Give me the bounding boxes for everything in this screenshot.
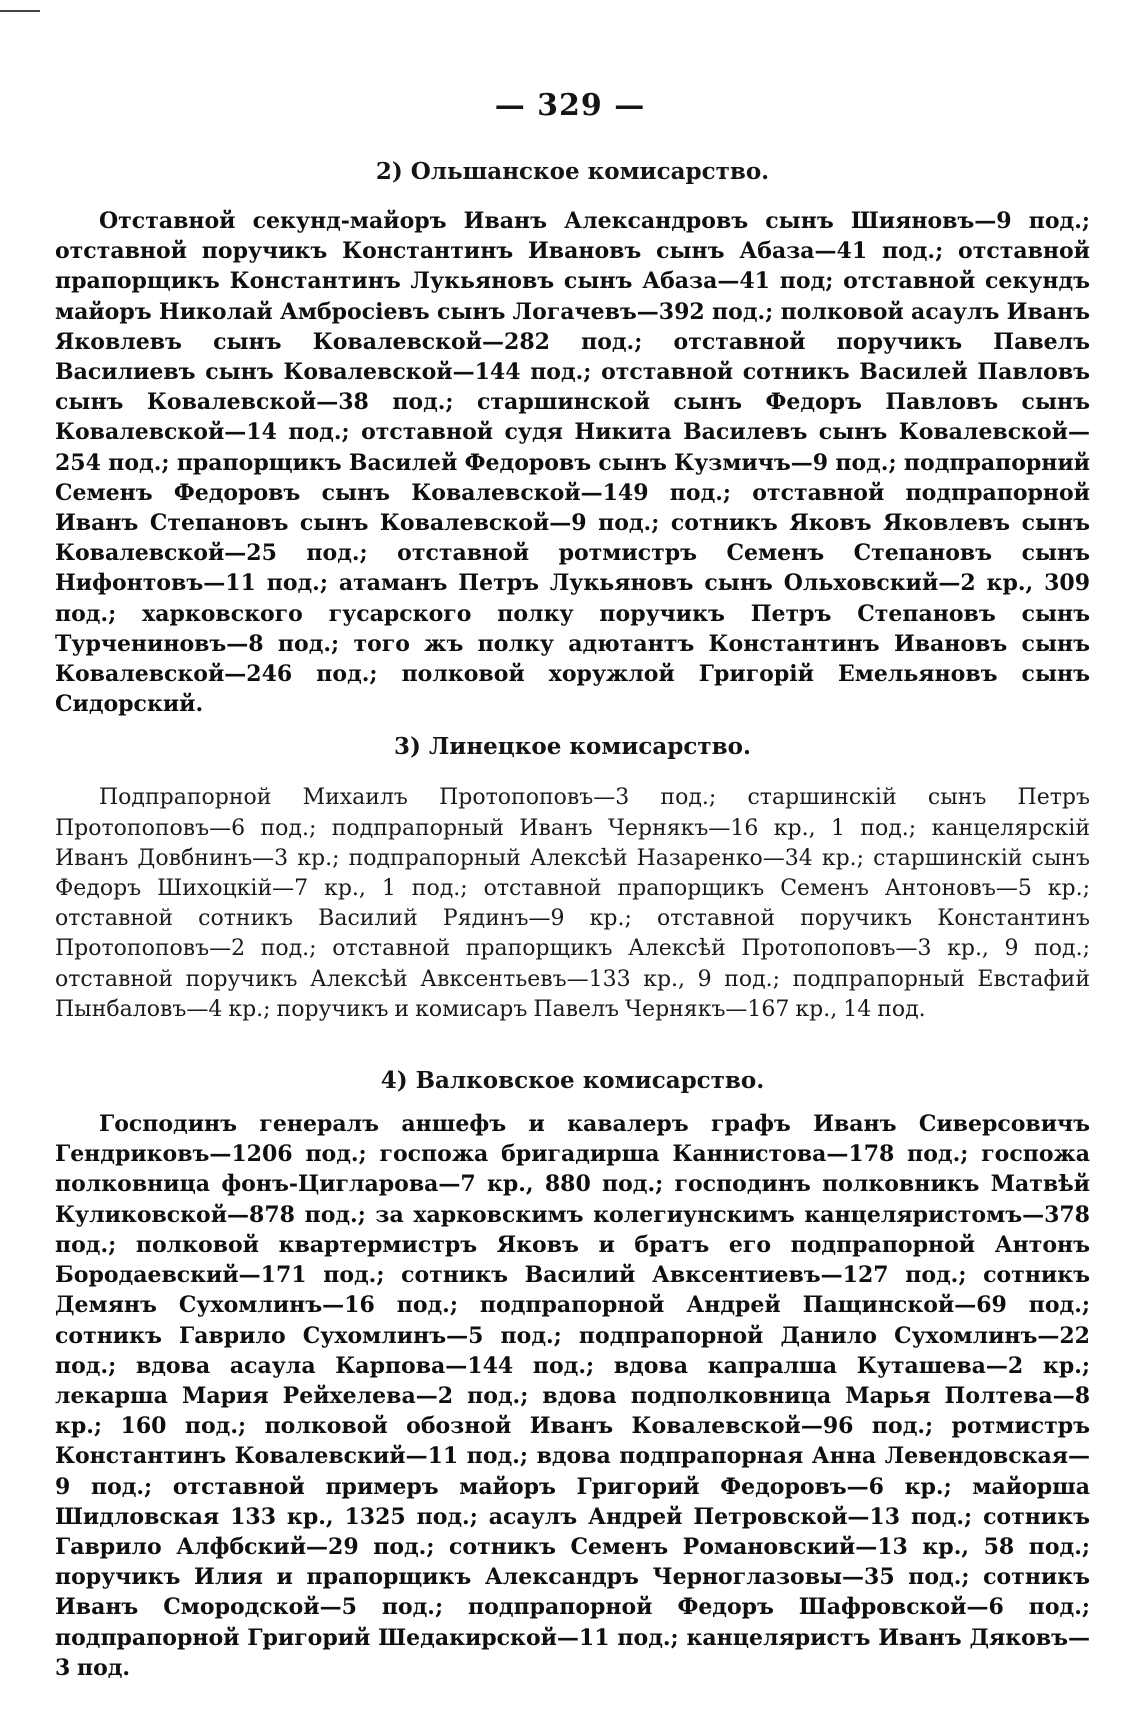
page-number: — 329 — xyxy=(494,88,646,123)
section-title-olshanskoe: 2) Ольшанское комисарство. xyxy=(375,158,770,185)
section-title-valkovskoe: 4) Валковское комисарство. xyxy=(380,1067,765,1095)
document-body xyxy=(55,150,1090,1683)
section-text-linetskoe: Подпрапорной Михаилъ Протопоповъ—3 под.; старшинскій сынъ Петръ Протопоповъ—6 под.; подпрапорный Иванъ Чернякъ—16 кр., 1 под.; канцелярскій Иванъ Довбнинъ—3 кр.; подпрапорный Алексѣй Назаренко—34 кр.; старшинскій сынъ Федоръ Шихоцкій—7 кр., 1 под.; отставной прапорщикъ Семенъ Антоновъ—5 кр.; отставной сотникъ Василий Рядинъ—9 кр.; отставной поручикъ Константинъ Протопоповъ—2 под.; отставной прапорщикъ Алексѣй Протопоповъ—3 кр., 9 под.; отставной поручикъ Алексѣй Авксентьевъ—133 кр., 9 под.; подпрапорный Евстафий Пынбаловъ—4 кр.; поручикъ и комисаръ Павелъ Чернякъ—167 кр., 14 под. xyxy=(55,785,1090,1022)
scan-edge-rule xyxy=(0,10,40,12)
section-text-olshanskoe: Отставной секунд-майоръ Иванъ Александровъ сынъ Шияновъ—9 под.; отставной поручикъ Константинъ Ивановъ сынъ Абаза—41 под.; отставной прапорщикъ Константинъ Лукьяновъ сынъ Абаза—41 под; отставной секундъ майоръ Николай Амбросіевъ сынъ Логачевъ—392 под.; полковой асаулъ Иванъ Яковлевъ сынъ Ковалевской—282 под.; отставной поручикъ Павелъ Василиевъ сынъ Ковалевской—144 под.; отставной сотникъ Василей Павловъ сынъ Ковалевской—38 под.; старшинской сынъ Федоръ Павловъ сынъ Ковалевской—14 под.; отставной судя Никита Василевъ сынъ Ковалевской—254 под.; прапорщикъ Василей Федоровъ сынъ Кузмичъ—9 под.; подпрапорний Семенъ Федоровъ сынъ Ковалевской—149 под.; отставной подпрапорной Иванъ Степановъ сынъ Ковалевской—9 под.; сотникъ Яковъ Яковлевъ сынъ Ковалевской—25 под.; отставной ротмистръ Семенъ Степановъ сынъ Нифонтовъ—11 под.; атаманъ Петръ Лукьяновъ сынъ Ольховский—2 кр., 309 под.; харковского гусарского полку поручикъ Петръ Степановъ сынъ Турчениновъ—8 под.; того жъ полку адютантъ Константинъ Ивановъ сынъ Ковалевской—246 под.; полковой хоружлой Григорій Емельяновъ сынъ Сидорский. xyxy=(55,208,1090,718)
section-text-valkovskoe: Господинъ генералъ аншефъ и кавалеръ графъ Иванъ Сиверсовичъ Гендриковъ—1206 под.; госпожа бригадирша Каннистова—178 под.; госпожа полковница фонъ-Цигларова—7 кр., 880 под.; господинъ полковникъ Матвѣй Куликовской—878 под.; за харковскимъ колегиунскимъ канцеляристомъ—378 под.; полковой квартермистръ Яковъ и братъ его подпрапорной Антонъ Бородаевский—171 под.; сотникъ Василий Авксентиевъ—127 под.; сотникъ Демянъ Сухомлинъ—16 под.; подпрапорной Андрей Пащинской—69 под.; сотникъ Гаврило Сухомлинъ—5 под.; подпрапорной Данило Сухомлинъ—22 под.; вдова асаула Карпова—144 под.; вдова капралша Куташева—2 кр.; лекарша Мария Рейхелева—2 под.; вдова подполковница Марья Полтева—8 кр.; 160 под.; полковой обозной Иванъ Ковалевской—96 под.; ротмистръ Константинъ Ковалевский—11 под.; вдова подпрапорная Анна Левендовская—9 под.; отставной примеръ майоръ Григорий Федоровъ—6 кр.; майорша Шидловская 133 кр., 1325 под.; асаулъ Андрей Петровской—13 под.; сотникъ Гаврило Алфбский—29 под.; сотникъ Семенъ Романовский—13 кр., 58 под.; поручикъ Илия и прапорщикъ Александръ Черноглазовы—35 под.; сотникъ Иванъ Смородской—5 под.; подпрапорной Федоръ Шафровской—6 под.; подпрапорной Григорий Шедакирской—11 под.; канцеляристъ Иванъ Дяковъ—3 под. xyxy=(55,1111,1090,1681)
section-title-linetskoe: 3) Линецкое комисарство. xyxy=(394,733,751,761)
